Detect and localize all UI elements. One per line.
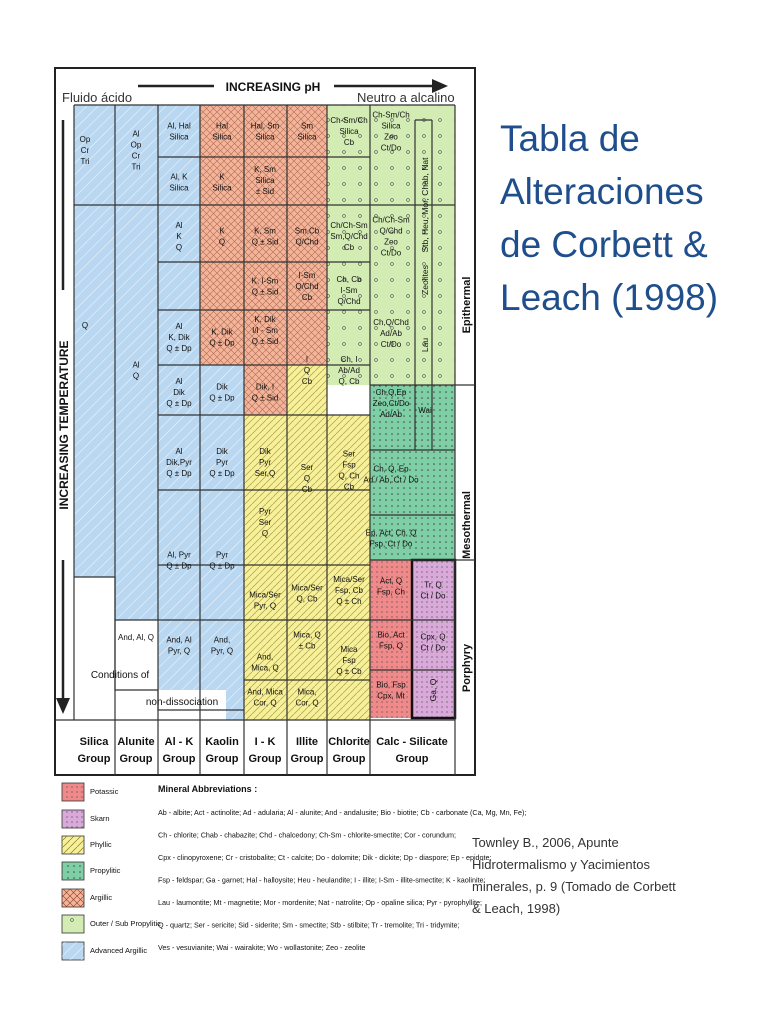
cell-text: Wai <box>418 406 432 415</box>
group-name: Group <box>290 753 324 765</box>
cell-text: Fsp, Cb <box>334 586 364 595</box>
cell-text: Zeo,Ct/Do <box>372 399 410 408</box>
cell-text: Op <box>130 140 142 150</box>
cell-text: Silica <box>255 132 275 142</box>
group-name: Kaolin <box>205 736 239 748</box>
cell-text: Mica, Q <box>251 663 279 673</box>
group-name: Group <box>248 753 282 765</box>
cell-text: Al <box>175 322 183 331</box>
abbrev-line: Lau - laumontite; Mt - magnetite; Mor - mordenite; Nat - natrolite; Op - opaline silica; Pyr - pyrophyllite; <box>158 898 482 907</box>
citation-line: minerales, p. 9 (Tomado de Corbett <box>472 879 676 894</box>
cell-text: Cb <box>301 377 313 386</box>
cell-text: Q ± Dp <box>166 344 192 353</box>
group-name: I - K <box>254 736 276 748</box>
group-name: Group <box>119 753 153 765</box>
cell-text: Pyr, Q <box>167 646 191 656</box>
cell-text: Q ± Sid <box>251 287 279 297</box>
cell-text: Ch/Ch-Sm <box>372 215 410 225</box>
legend-label: Propylitic <box>90 866 121 875</box>
cell-text: Zeolites <box>420 265 430 295</box>
legend-swatch-pattern <box>62 915 84 933</box>
cell-text: Ch,Q,Ep <box>375 388 407 397</box>
legend-swatch-pattern <box>62 942 84 960</box>
cell-text: Sm,Q/Chd <box>330 232 368 241</box>
cell-text: Pyr <box>216 550 228 560</box>
cell-text: Cpx, Mt <box>377 691 405 701</box>
cell-text: Ser,Q <box>254 469 276 478</box>
cell-text: Al <box>132 129 140 139</box>
legend-swatch-pattern <box>62 862 84 880</box>
cell-text: Ser <box>258 518 272 527</box>
cell-text: Q ± Dp <box>166 561 192 571</box>
cell-text: Ad / Ab, Ct / Do <box>363 475 419 485</box>
cell-text: Act, Q <box>379 576 403 586</box>
group-name: Group <box>205 753 239 765</box>
non-dissociation-label-1: Conditions of <box>90 670 150 681</box>
cell-text: Silica <box>297 132 317 142</box>
cell-text: Q ± Ch <box>336 597 362 606</box>
title-line: de Corbett & <box>500 224 708 265</box>
cell-text: Al <box>175 447 183 456</box>
cell-text: Tri <box>80 157 90 166</box>
cell-text: Mica/Ser <box>249 590 281 600</box>
legend-label: Outer / Sub Propylitic <box>90 919 161 928</box>
cell-text: Ct/Do <box>380 143 402 153</box>
cell-text: Dik <box>216 382 228 392</box>
cell-text: Ct/Do <box>380 248 402 258</box>
abbrev-line: Ch - chlorite; Chab - chabazite; Chd - chalcedony; Ch-Sm - chlorite-smectite; Cor - corundum; <box>158 830 456 840</box>
cell-text: Q ± Dp <box>209 393 235 403</box>
cell-text: Sm <box>301 121 313 131</box>
cell-text: Q/Chd <box>337 297 361 306</box>
abbrev-line: Ab - albite; Act - actinolite; Ad - adularia; Al - alunite; And - andalusite; Bio - biotite; Cb - carbonate (Ca, Mg, Mn, Fe); <box>158 808 527 817</box>
group-name: Silica <box>79 736 109 748</box>
cell-text: I <box>305 355 309 364</box>
cell-text: Pyr, Q <box>210 646 234 656</box>
title-line: Alteraciones <box>500 171 704 212</box>
group-name: Chlorite <box>328 736 370 748</box>
cell-text: Dik <box>173 388 185 397</box>
cell-text: ± Cb <box>298 641 316 651</box>
cell-text: I/I - Sm <box>252 326 278 335</box>
cell-text: Bio, Fsp <box>376 680 406 690</box>
slide-title <box>500 112 760 324</box>
cell-text: Al <box>175 377 183 386</box>
abbrev-line: Q - quartz; Ser - sericite; Sid - siderite; Sm - smectite; Stb - stilbite; Tr - tremolite; Tri - tridymite; <box>158 920 460 930</box>
cell-text: Ga, Q <box>428 678 438 702</box>
cell-text: Mica/Ser <box>333 575 365 584</box>
zone-epithermal: Epithermal <box>461 276 473 334</box>
cell-text: I-Sm <box>298 271 316 280</box>
group-name: Group <box>395 753 429 765</box>
group-name: Alunite <box>117 736 155 748</box>
legend-swatch-pattern <box>62 783 84 801</box>
cell-text: Stb, Heu, Mor, Chab, Nat <box>420 157 430 253</box>
ph-label: INCREASING pH <box>225 80 321 94</box>
acid-fluid-label: Fluido ácido <box>62 90 133 105</box>
cell-text: Zeo <box>384 237 398 247</box>
cell-text: Al, K <box>170 172 188 182</box>
cell-text: Q ± Dp <box>166 399 192 408</box>
cell-text: Bio, Act <box>377 630 405 640</box>
legend-label: Skarn <box>90 814 110 823</box>
cell-text: Pyr, Q <box>253 601 277 611</box>
cell-text: Sm,Cb <box>294 226 320 236</box>
abbrev-line: Ves - vesuvianite; Wai - wairakite; Wo - wollastonite; Zeo - zeolite <box>158 943 366 952</box>
cell-text: I-Sm <box>340 286 358 295</box>
cell-text: Mica, <box>297 687 317 697</box>
cell-text: Pyr <box>216 458 228 467</box>
legend <box>62 783 161 960</box>
cell-text: Fsp <box>342 460 356 470</box>
cell-text: Q ± Dp <box>166 469 192 478</box>
legend-swatch-pattern <box>62 810 84 828</box>
cell-text: Silica <box>169 132 189 142</box>
cell-text: Q <box>81 321 89 330</box>
cell-text: Silica <box>169 183 189 193</box>
cell-text: K, Sm <box>254 226 276 236</box>
legend-swatch-pattern <box>62 836 84 854</box>
neutral-fluid-label: Neutro a alcalino <box>357 90 455 105</box>
cell-text: Q ± Dp <box>209 469 235 478</box>
cell-text: Tri <box>131 162 141 172</box>
legend-label: Advanced Argillic <box>90 946 148 955</box>
cell-text: Ct / Do <box>420 643 446 653</box>
cell-text: Q <box>132 371 140 381</box>
cell-text: Cr <box>80 146 90 155</box>
non-dissociation-label-2: non-dissociation <box>145 697 219 708</box>
cell-text: Cr <box>131 151 141 161</box>
cell-text: Ch, I <box>340 355 358 364</box>
cell-text: Mica <box>340 645 358 654</box>
cell-text: Ser <box>342 449 356 459</box>
cell-text: Fsp, Ct / Do <box>369 539 413 549</box>
cell-text: K <box>176 232 182 241</box>
cell-text: Fsp, Ch <box>376 587 406 597</box>
cell-text: Al, Pyr <box>167 550 191 560</box>
group-name: Group <box>77 753 111 765</box>
cell-text: Ch, Cb <box>336 275 362 284</box>
legend-label: Phyllic <box>90 840 112 849</box>
cell-text: And, <box>256 652 274 662</box>
cell-text: Ct / Do <box>420 591 446 601</box>
title-line: Tabla de <box>500 118 640 159</box>
cell-text: Dik, I <box>255 382 275 392</box>
cell-text: Tr, Q <box>424 580 442 590</box>
cell-text: Silica <box>212 132 232 142</box>
cell-text: Q, Cb <box>296 594 318 604</box>
cell-text: Cor, Q <box>295 698 319 708</box>
zone-mesothermal: Mesothermal <box>461 491 473 559</box>
abbrev-title: Mineral Abbreviations : <box>158 784 258 794</box>
cell-text: Q ± Cb <box>336 667 362 676</box>
cell-text: And, Mica <box>247 687 283 697</box>
cell-text: ± Sid <box>255 187 275 196</box>
group-name: Calc - Silicate <box>376 736 448 748</box>
cell-text: Cb <box>343 482 355 492</box>
cell-text: Al <box>132 360 140 370</box>
cell-text: Q/Chd <box>379 226 403 236</box>
cell-text: Dik,Pyr <box>166 458 192 467</box>
citation-line: & Leach, 1998) <box>472 901 561 916</box>
cell-text: Cor, Q <box>253 698 277 708</box>
cell-text: Silica <box>381 121 401 131</box>
cell-text: Ch-Sm/Ch <box>330 116 368 125</box>
cell-text: Silica <box>212 183 232 193</box>
legend-label: Potassic <box>90 787 119 796</box>
cell-text: Q/Chd <box>295 282 319 291</box>
cell-text: Ser <box>300 463 314 472</box>
cell-text: Op <box>79 135 91 144</box>
cell-text: Silica <box>339 127 359 136</box>
group-name: Al - K <box>164 736 194 748</box>
cell-text: Pyr <box>259 507 271 516</box>
cell-text: Hal <box>215 121 229 131</box>
cell-text: K, Dik <box>168 333 190 342</box>
cell-text: Q <box>261 529 269 538</box>
cell-text: Q <box>218 237 226 247</box>
cell-text: Cb <box>301 293 313 302</box>
cell-text: K, I-Sm <box>251 276 279 286</box>
cell-text: Dik <box>259 447 271 456</box>
cell-text: Mica/Ser <box>291 583 323 593</box>
cell-text: Silica <box>255 176 275 185</box>
cell-text: Ad/Ab <box>380 329 402 338</box>
cell-text: Q ± Dp <box>209 338 235 348</box>
cell-text: Q ± Sid <box>251 393 279 403</box>
cell-text: Ep, Act, Ch, Q <box>365 528 417 538</box>
legend-label: Argillic <box>90 893 113 902</box>
cell-text: Ch,Q/Chd <box>373 318 409 327</box>
cell-text: Fsp, Q <box>378 641 404 651</box>
cell-text: Cb <box>343 243 355 252</box>
cell-text: Al, Hal <box>167 121 191 131</box>
abbrev-line: Fsp - feldspar; Ga - garnet; Hal - halloysite; Heu - heulandite; I - illite; I-Sm - illite-smectite; K - kaolinite; <box>158 875 486 885</box>
cell-text: Cpx, Q <box>420 632 446 642</box>
cell-text: Al <box>175 221 183 230</box>
group-name: Group <box>332 753 366 765</box>
cell-text: Lau <box>420 337 430 353</box>
cell-text: Q <box>303 474 311 483</box>
cell-text: Dik <box>216 447 228 456</box>
cell-text: Q ± Sid <box>251 337 279 346</box>
cell-text: Q, Ch <box>338 471 360 481</box>
zone-porphyry: Porphyry <box>461 643 473 693</box>
cell-text: Pyr <box>259 458 271 467</box>
cell-text: K <box>219 172 225 182</box>
cell-text: Cb <box>301 485 313 494</box>
cell-text: And, Al, Q <box>117 633 155 642</box>
cell-text: Ch, Q, Ep <box>373 464 409 474</box>
cell-text: Q, Cb <box>338 377 360 386</box>
cell-text: Ch-Sm/Ch <box>372 110 410 120</box>
cell-text: Zeo <box>384 132 398 142</box>
abbrev-line: Cpx - clinopyroxene; Cr - cristobalite; Ct - calcite; Do - dolomite; Dik - dickite; Dp - diaspore; Ep - epidote; <box>158 853 492 862</box>
title-line: Leach (1998) <box>500 277 719 318</box>
cell-text: Mica, Q <box>293 630 321 640</box>
group-name: Group <box>162 753 196 765</box>
cell-text: And, <box>213 635 231 645</box>
cell-text: Q ± Sid <box>251 237 279 247</box>
cell-text: Q/Chd <box>295 237 319 247</box>
cell-text: Ab/Ad <box>338 366 360 375</box>
cell-text: Ct/Do <box>380 340 402 349</box>
cell-text: Q <box>303 366 311 375</box>
citation-line: Hidrotermalismo y Yacimientos <box>472 857 650 872</box>
cell-text: K, Sm <box>254 165 276 174</box>
cell-text: Ch/Ch-Sm <box>330 221 368 230</box>
cell-text: Q <box>175 243 183 252</box>
citation <box>472 832 762 920</box>
cell-text: K, Dik <box>254 315 276 324</box>
cell-text: K <box>219 226 225 236</box>
cell-text: K, Dik <box>211 327 233 337</box>
cell-text: Fsp <box>342 656 356 665</box>
cell-text: Hal, Sm <box>250 121 280 131</box>
cell-text: And, Al <box>166 635 192 645</box>
temperature-label: INCREASING TEMPERATURE <box>57 340 71 510</box>
cell-text: Ad/Ab <box>380 410 402 419</box>
legend-swatch-pattern <box>62 889 84 907</box>
citation-line: Townley B., 2006, Apunte <box>472 835 619 850</box>
cell-text: Cb <box>343 138 355 147</box>
cell-text: Q ± Dp <box>209 561 235 571</box>
group-name: Illite <box>295 736 319 748</box>
